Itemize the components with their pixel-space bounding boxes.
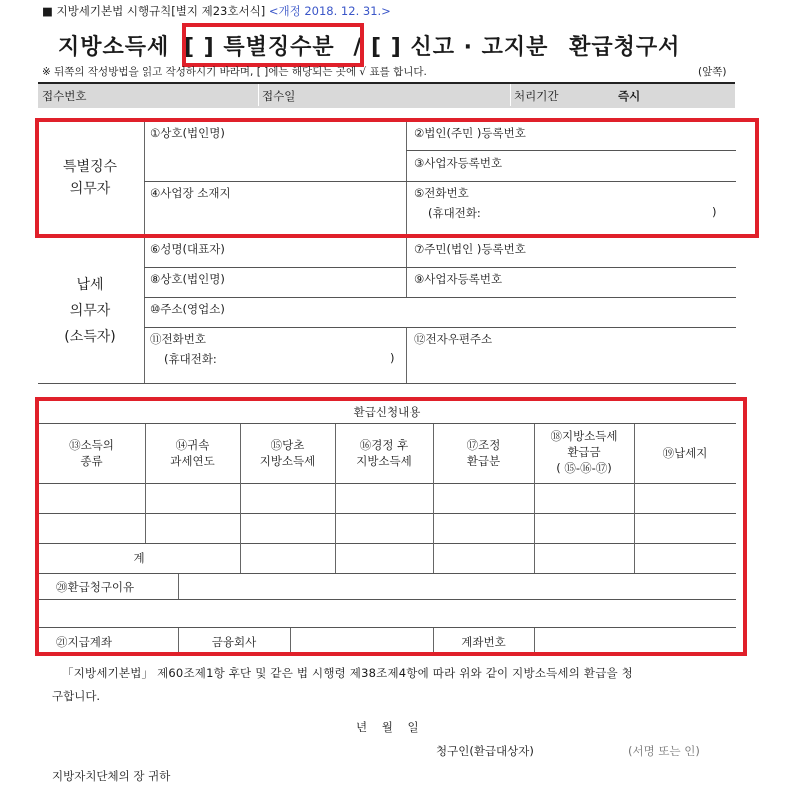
taxpayer-trade-name-field[interactable]: ⑧상호(법인명) [150,272,225,286]
taxpayer-phone-field[interactable]: ⑪전화번호 [150,332,206,346]
signature-field[interactable]: (서명 또는 인) [628,744,700,758]
withholding-mobile-field[interactable]: (휴대전화: [428,206,481,220]
account-number-label: 계좌번호 [461,635,506,649]
col-tax-year: ⑭귀속 과세연도 [170,438,215,468]
claimant-label: 청구인(환급대상자) [436,744,534,758]
declaration-text-line1: 「지방세기본법」 제60조제1항 후단 및 같은 법 시행령 제38조제4항에 따라 위와 같이 지방소득세의 환급을 청 [62,666,633,680]
filing-option-label: 신고 · 고지분 [410,35,549,60]
taxpayer-mobile-field[interactable]: (휴대전화: [164,352,217,366]
form-title: 지방소득세 [ ] 특별징수분 / [ ] 신고 · 고지분 환급청구서 [58,35,681,60]
col-tax-location: ⑲납세지 [662,446,708,460]
withholding-business-no-field[interactable]: ③사업자등록번호 [414,156,503,170]
payment-account-label: ㉑지급계좌 [56,635,112,649]
taxpayer-email-field[interactable]: ⑫전자우편주소 [414,332,493,346]
bank-label: 금융회사 [211,635,257,649]
title-option-highlight [182,23,364,67]
processing-period-value: 즉시 [618,89,641,103]
refund-content-highlight [35,397,747,656]
total-row-label: 계 [133,551,145,565]
taxpayer-registration-no-field[interactable]: ⑦주민(법인 )등록번호 [414,242,526,256]
receipt-date-label: 접수일 [262,89,296,103]
withholding-registration-no-field[interactable]: ②법인(주민 )등록번호 [414,126,526,140]
col-income-type: ⑬소득의 종류 [69,438,114,468]
refund-reason-label: ⑳환급청구이유 [56,580,135,594]
receipt-number-label: 접수번호 [42,89,87,103]
withholding-option-label: 특별징수분 [223,35,335,60]
taxpayer-business-no-field[interactable]: ⑨사업자등록번호 [414,272,503,286]
page-side-label: (앞쪽) [698,66,727,78]
taxpayer-name-field[interactable]: ⑥성명(대표자) [150,242,225,256]
declaration-text-line2: 구합니다. [52,689,101,703]
withholding-agent-highlight [35,118,759,238]
withholding-phone-field[interactable]: ⑤전화번호 [414,186,469,200]
recipient-label: 지방자치단체의 장 귀하 [52,769,171,783]
withholding-agent-section: 특별징수 의무자 [62,159,118,197]
instruction-note: ※ 뒤쪽의 작성방법을 읽고 작성하시기 바라며, [ ]에는 해당되는 곳에 √ 표를 합니다. [42,66,427,78]
filing-checkbox[interactable]: [ ] [371,35,402,60]
withholding-checkbox[interactable]: [ ] [183,35,215,60]
withholding-trade-name-field[interactable]: ①상호(법인명) [150,126,225,140]
refund-section-title: 환급신청내용 [353,405,421,419]
col-corrected-tax: ⑯경정 후 지방소득세 [356,438,412,468]
processing-period-label: 처리기간 [514,89,559,103]
taxpayer-address-field[interactable]: ⑩주소(영업소) [150,302,225,316]
col-adjusted-refund: ⑰조정 환급분 [466,438,501,468]
declaration-date: 년 월 일 [356,720,419,734]
taxpayer-section: 납세 의무자 (소득자) [64,277,116,345]
withholding-business-address-field[interactable]: ④사업장 소재지 [150,186,231,200]
col-original-tax: ⑮당초 지방소득세 [259,438,316,468]
revision-note: <개정 2018. 12. 31.> [268,4,391,18]
col-refund-amount: ⑱지방소득세 환급금 ( ⑮-⑯-⑰) [550,429,618,475]
form-legal-basis: ■ 지방세기본법 시행규칙[별지 제23호서식] <개정 2018. 12. 31.> [42,4,391,18]
